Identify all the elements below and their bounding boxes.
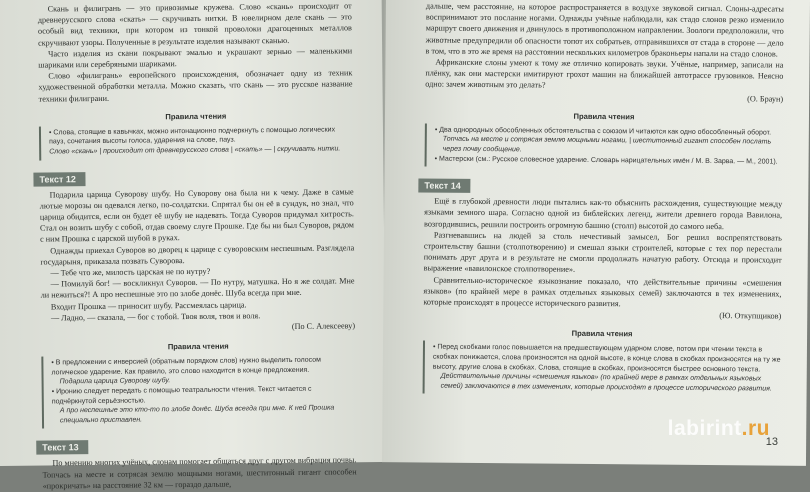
rule-example: Топчась на месте и сотрясая землю мощными ногами, | шеститонный гигант способен послать через почву сообщение. xyxy=(442,136,772,154)
text-13-label: Текст 13 xyxy=(36,440,89,455)
source-attribution: (О. Браун) xyxy=(747,93,784,104)
source-attribution: (По С. Алексееву) xyxy=(291,321,356,331)
text-12-body xyxy=(40,186,356,335)
paragraph: Ещё в глубокой древности люди пытались как-то объяснить расхождения, существующие между языками земного шара. Согласно одной из библейских легенд, жители древнего города Вавилона, возгордившись, решили построить огромную башню (столп) высотой до самого неба. xyxy=(424,196,783,231)
watermark-suffix: .ru xyxy=(741,417,770,440)
intro-section xyxy=(38,0,353,104)
text-14-label: Текст 14 xyxy=(418,179,470,193)
rule-line: • Слова, стоящие в кавычках, можно интонационно подчеркнуть с помощью логических пауз, сочетания высоты голоса, ударения на слове, пауз. xyxy=(48,126,336,146)
paragraph: Разгневавшись на людей за столь нечестивый замысел, Бог решил воспрепятствовать строительству башни (столпотворению) и смешал языки строителей, которые с тех пор перестали понимать друг друга и в результате не смогли продолжать начатую работу. Отсюда и происходит выражение «вавилонское столпотворение». xyxy=(423,230,782,275)
rule-example: Подарила царица Суворову шубу. xyxy=(59,377,171,386)
text-14-body xyxy=(423,196,782,322)
rule-line: • Иронию следует передать с помощью театральности чтения. Текст читается с подчёркнутой серьёзностью. xyxy=(51,385,312,406)
left-page xyxy=(0,0,386,491)
paragraph: По мнению многих учёных, слонам помогает общаться друг с другом вибрация почвы. Топчась на месте и сотрясая землю мощными ногами, шеститонный гигант способен «прокричать» на расстояние 32 км — гораздо дальше, xyxy=(42,455,357,491)
text-13-body xyxy=(42,455,356,492)
paragraph: дальше, чем расстояние, на которое распространяется в воздухе звуковой сигнал. Слоны-адресаты воспринимают это послание ногами. Однажды учёные наблюдали, как стадо слонов резко изменило маршрут своего движения и двинулось в противоположном направлении. Зоологи предположили, что животные предупредили об опасности топот их собратьев, отправившихся от стада в стороне — дело в том, что в это же время на расстоянии нескольких километров браконьеры напали на стадо слонов. xyxy=(425,1,784,59)
paragraph: Сравнительно-историческое языкознание показало, что действительные причины «смешения языков» (по крайней мере в рамках отдельных языковых семей) заключаются в тех изменениях, которые происходят в процессе исторического развития. xyxy=(423,275,782,309)
paragraph: — Ладно, — сказала, — бог с тобой. Твоя воля, твоя и воля. xyxy=(50,311,261,323)
watermark-brand: labirint xyxy=(667,417,742,440)
watermark-logo xyxy=(668,417,770,441)
paragraph: — Помилуй бог! — воскликнул Суворов. — По нутру, матушка. Но я же солдат. Мне ли нежиться?! А про неспешные это по злобе донёс. Шуба всегда при мне. xyxy=(40,276,355,301)
rules-title: Правила чтения xyxy=(573,111,635,122)
paragraph: Африканские слоны умеют к тому же отлично копировать звуки. Учёные, например, записали на плёнку, как они мастерски имитируют грохот машин на ближайшей автотрассе грузовиков. Неясно одно: зачем животным это делать? xyxy=(425,57,784,90)
paragraph: Слово «филигрань» европейского происхождения, обозначает одну из техник художественной обработки металла. Можно сказать, что скань — это русское название техники филиграни. xyxy=(38,68,353,104)
paragraph: Подарила царица Суворову шубу. Но Суворову она была ни к чему. Даже в самые лютые морозы он одевался легко, по-солдатски. Спрятал бы он её в сундук, но знал, что царица обидится, если он будет её шубу не надевать. Тогда Суворов придумал хитрость. Стал он возить шубу с собой, отдав своему слуге Прошке. Где бы ни был Суворов, рядом с ним Прошка с царской шубой в руках. xyxy=(39,186,355,244)
paragraph: Входит Прошка — приносит шубу. Рассмеялась царица. xyxy=(50,300,247,312)
paragraph: Однажды приехал Суворов во дворец к царице с суворовским неспешным. Разглядела государыня, приказала позвать Суворова. xyxy=(40,242,355,267)
right-page xyxy=(382,0,810,466)
rule-line: • Мастерски (см.: Русское словесное ударение. Словарь нарицательных имён / М. В. Зарва. — М., 2001). xyxy=(434,155,778,166)
text-12-label: Текст 12 xyxy=(33,172,86,187)
rule-example: Слово «скань» | происходит от древнерусского слова | «скать» — | скручивать нитки. xyxy=(49,145,341,156)
source-attribution: (Ю. Откупщиков) xyxy=(719,311,782,321)
reading-rules-box xyxy=(39,123,353,160)
rules-title: Правила чтения xyxy=(167,341,229,352)
reading-rules-box xyxy=(423,341,781,397)
rule-line: • Два однородных обособленных обстоятельства с союзом И читаются как одно обособленный оборот. xyxy=(434,126,772,137)
page-number: 13 xyxy=(765,436,778,448)
rule-line: • В предложении с инверсией (обратным порядком слов) нужно выделить голосом логическое ударение. Как правило, это слово находится в конце предложения. xyxy=(51,356,321,377)
rules-title: Правила чтения xyxy=(571,329,633,339)
rule-example: Действительные причины «смешения языков» (по крайней мере в рамках отдельных языковых семей) заключаются в тех изменениях, которые происходят в процессе исторического развития. xyxy=(440,372,772,393)
paragraph: Скань и филигрань — это привозимые кружева. Слово «скань» происходит от древнерусского слова «скать» — скручивать нитки. В ювелирном деле скань — это особый вид техники, при котором из тонкой проволоки драгоценных металлов скручивают узоры. Полученные в результате изделия называют сканью. xyxy=(37,1,352,48)
rule-line: • Перед скобками голос повышается на предшествующем ударном слове, потом при чтении текста в скобках понижается, слова произносятся на одной высоте, в конце слова в скобках произносятся на ту же высоту, другие слова в скобках. Слова, стоящие в скобках, произносятся быстрее основного текста. xyxy=(432,344,781,374)
rules-title: Правила чтения xyxy=(165,111,227,122)
paragraph: Часто изделия из скани покрывают эмалью и украшают зернью — маленькими шариками или серебряными шариками. xyxy=(38,46,353,70)
text-13-continuation xyxy=(425,1,784,105)
paragraph: — Тебе что же, милость царская не по нутру? xyxy=(50,266,211,278)
reading-rules-box xyxy=(41,354,356,429)
rule-example: А про неспешные это кто-то по злобе донёс. Шуба всегда при мне. К ней Прошка специально приставлен. xyxy=(59,404,335,425)
reading-rules-box xyxy=(425,123,783,169)
